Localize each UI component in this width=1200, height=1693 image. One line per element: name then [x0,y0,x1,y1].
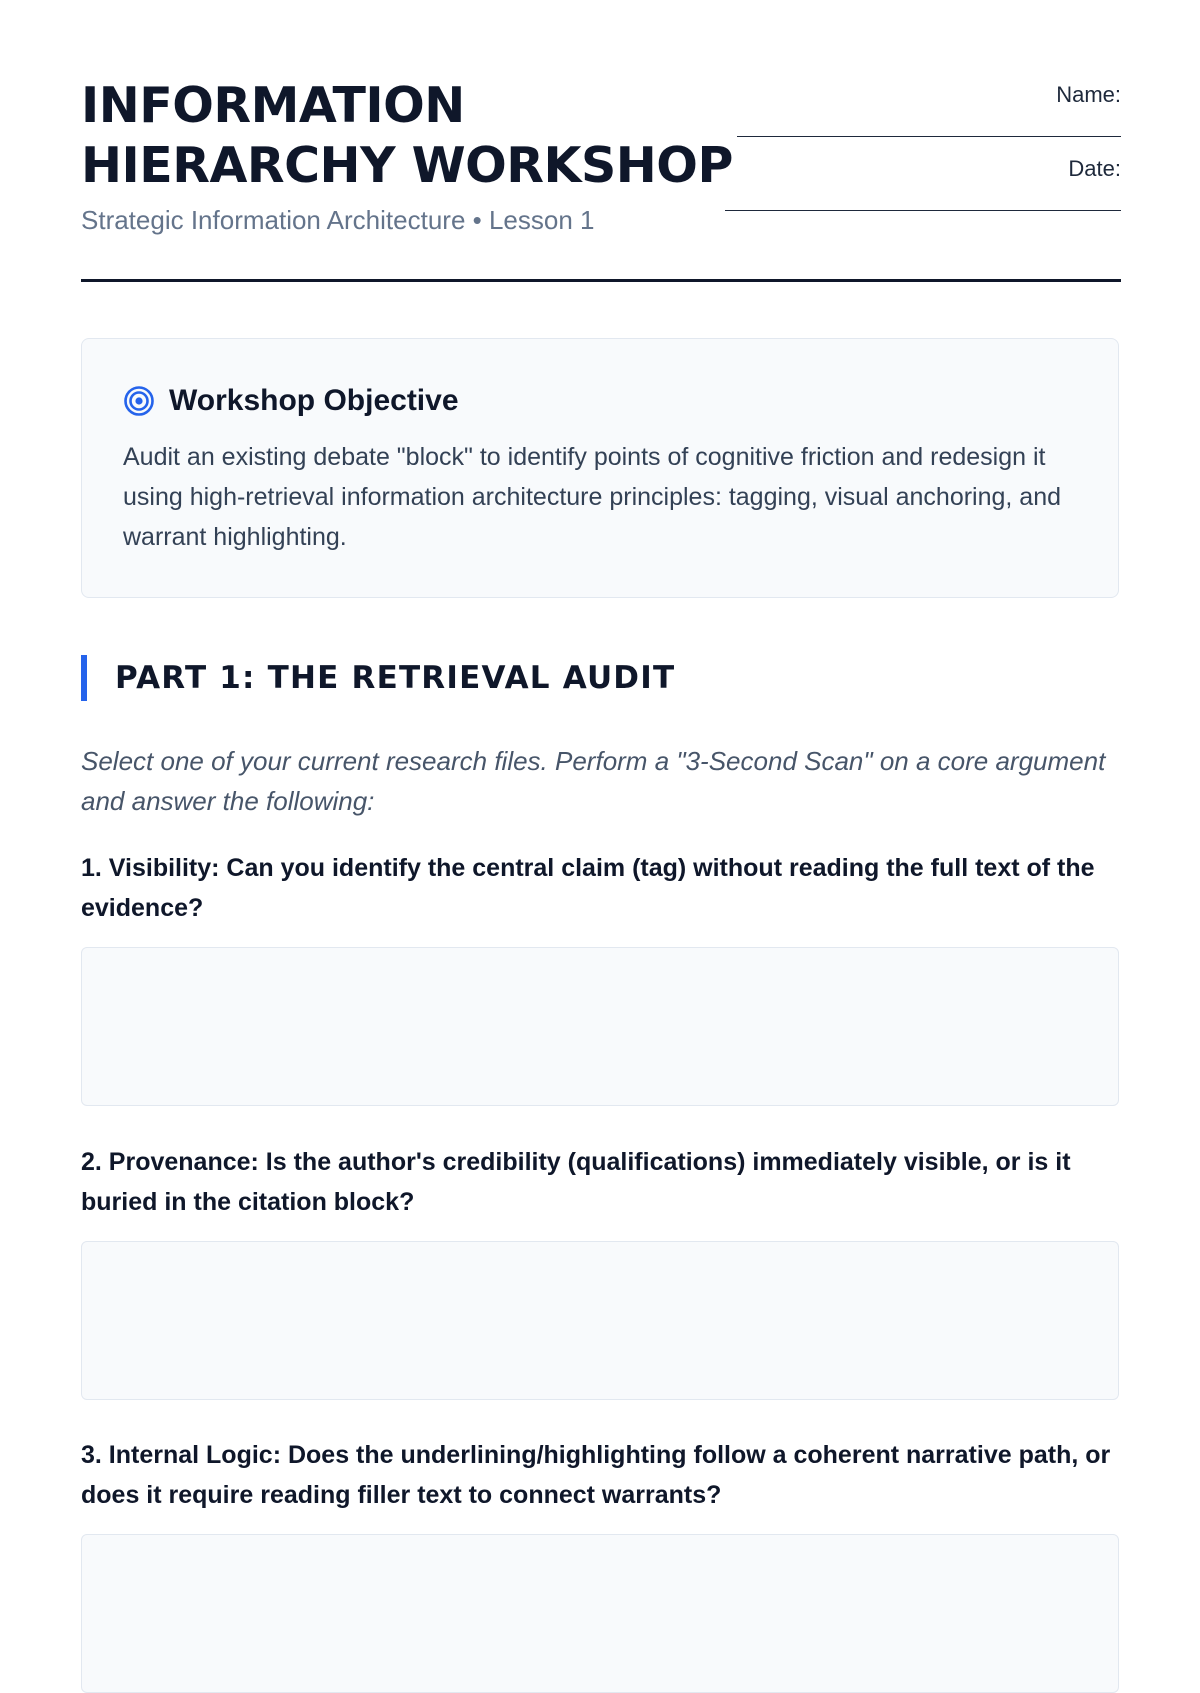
question-item [81,1142,1121,1400]
objective-header [123,383,459,419]
name-field[interactable] [721,76,1121,150]
name-blank-line[interactable] [737,136,1121,137]
date-field[interactable] [721,150,1121,224]
section-header-part1 [81,654,675,702]
title-line-2: HIERARCHY WORKSHOP [81,137,733,194]
objective-card [81,338,1119,598]
section-title: PART 1: THE RETRIEVAL AUDIT [115,660,676,696]
answer-box[interactable] [81,947,1119,1106]
title-line-1: INFORMATION [81,77,465,134]
header-divider [81,279,1121,282]
question-text: 3. Internal Logic: Does the underlining/highlighting follow a coherent narrative path, or does it require reading filler text to connect warrants? [81,1441,1111,1509]
question-item [81,1435,1121,1693]
student-info [721,76,1121,224]
objective-title: Workshop Objective [169,384,459,417]
page-title [81,76,761,196]
date-blank-line[interactable] [725,210,1121,211]
date-label: Date: [1068,156,1121,181]
question-text: 2. Provenance: Is the author's credibility (qualifications) immediately visible, or is it buried in the citation block? [81,1148,1071,1216]
section-instructions: Select one of your current research files. Perform a "3-Second Scan" on a core argument and answer the following: [81,746,1106,816]
worksheet-header [81,76,1121,282]
question-text: 1. Visibility: Can you identify the central claim (tag) without reading the full text of the evidence? [81,854,1095,922]
page-subtitle: Strategic Information Architecture • Lesson 1 [81,205,595,235]
name-label: Name: [1056,82,1121,107]
answer-box[interactable] [81,1241,1119,1400]
question-item [81,848,1121,1106]
section-accent-bar [81,655,87,701]
target-icon [123,385,155,417]
answer-box[interactable] [81,1534,1119,1693]
objective-description: Audit an existing debate "block" to identify points of cognitive friction and redesign it using high-retrieval information architecture principles: tagging, visual anchoring, and warrant highlighting. [123,443,1062,551]
